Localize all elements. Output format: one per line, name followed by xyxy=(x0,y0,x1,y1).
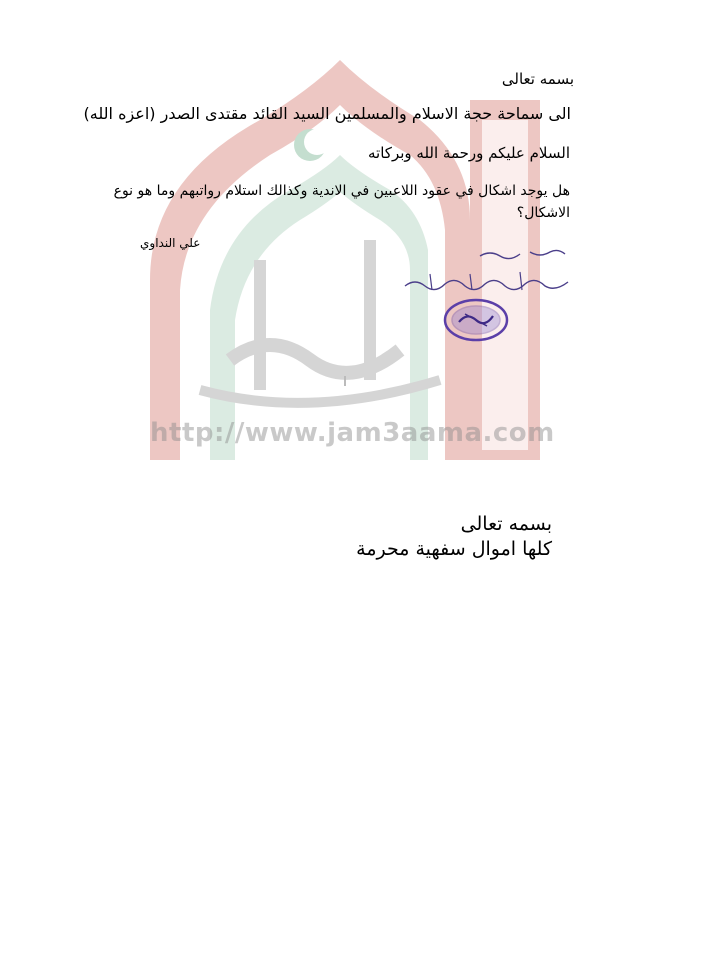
question-body: هل يوجد اشكال في عقود اللاعبين في الاندية وكذالك استلام رواتبهم وما هو نوع الاشكال؟ xyxy=(113,183,570,221)
watermark-url: http://www.jam3aama.com xyxy=(150,418,555,448)
answer-heading: بسمه تعالى xyxy=(460,513,552,535)
question-addressee: الى سماحة حجة الاسلام والمسلمين السيد القائد مقتدى الصدر (اعزه الله) xyxy=(83,104,571,123)
stray-mark xyxy=(344,376,346,386)
question-greeting: السلام عليكم ورحمة الله وبركاته xyxy=(368,144,570,162)
question-heading: بسمه تعالى xyxy=(501,70,574,88)
official-stamp xyxy=(443,298,509,342)
question-sender: علي النداوي xyxy=(140,236,201,250)
handwritten-signature xyxy=(400,244,575,306)
answer-body: كلها اموال سفهية محرمة xyxy=(356,538,552,560)
